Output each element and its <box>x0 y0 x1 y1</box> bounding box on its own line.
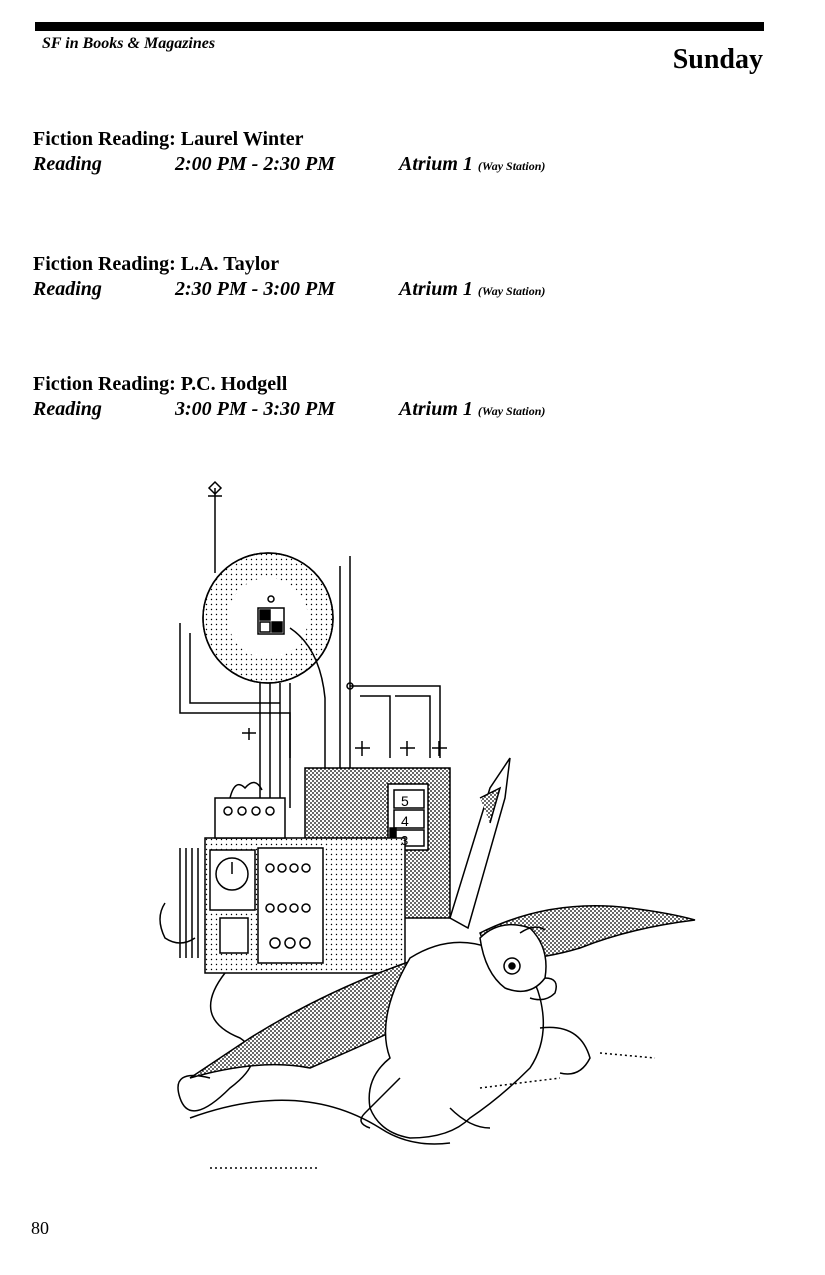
event-time: 2:30 PM - 3:00 PM <box>175 278 335 300</box>
event-type: Reading <box>33 278 102 300</box>
event-room-detail: (Way Station) <box>477 159 546 173</box>
event-room: Atrium 1 (Way Station) <box>399 153 546 175</box>
event-la-taylor <box>33 252 733 302</box>
event-room: Atrium 1 (Way Station) <box>399 398 546 420</box>
event-pc-hodgell <box>33 372 733 422</box>
floor-label: 5 <box>401 793 409 809</box>
event-room-detail: (Way Station) <box>477 284 546 298</box>
event-title: Fiction Reading: P.C. Hodgell <box>33 373 288 395</box>
event-room: Atrium 1 (Way Station) <box>399 278 546 300</box>
dragon-machine-illustration <box>150 478 710 1183</box>
event-laurel-winter <box>33 127 733 177</box>
globe-icon <box>203 553 333 683</box>
floor-label: 3 <box>401 833 409 848</box>
event-title: Fiction Reading: L.A. Taylor <box>33 253 280 275</box>
floor-label: 4 <box>401 813 409 829</box>
page-number: 80 <box>31 1218 49 1238</box>
event-time: 3:00 PM - 3:30 PM <box>175 398 335 420</box>
day-title: Sunday <box>672 44 763 75</box>
antenna-icon <box>208 482 222 573</box>
event-room-detail: (Way Station) <box>477 404 546 418</box>
event-title: Fiction Reading: Laurel Winter <box>33 128 304 150</box>
event-type: Reading <box>33 153 102 175</box>
event-time: 2:00 PM - 2:30 PM <box>175 153 335 175</box>
section-label: SF in Books & Magazines <box>42 35 216 52</box>
header-rule <box>35 22 764 31</box>
event-type: Reading <box>33 398 102 420</box>
